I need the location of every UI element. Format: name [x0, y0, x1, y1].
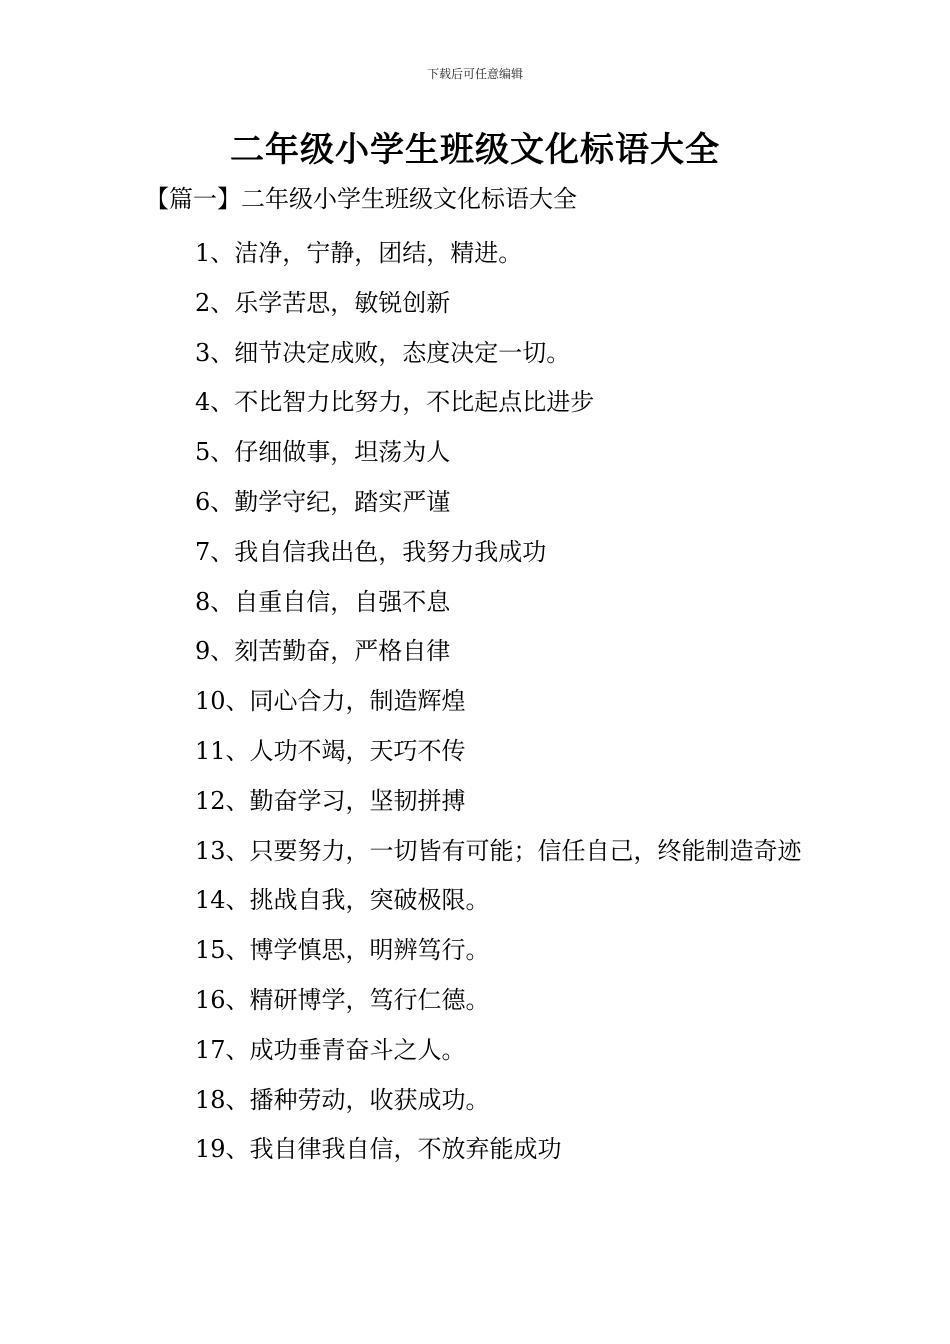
page-header-note: 下载后可任意编辑 — [426, 67, 523, 81]
slogan-list — [145, 229, 815, 1175]
slogan-item: 12、勤奋学习，坚韧拼搏 — [195, 786, 466, 815]
slogan-item: 5、仔细做事，坦荡为人 — [195, 438, 451, 467]
slogan-item: 7、我自信我出色，我努力我成功 — [195, 537, 547, 566]
slogan-item: 8、自重自信，自强不息 — [195, 587, 451, 616]
slogan-item: 1、洁净，宁静，团结，精进。 — [195, 239, 523, 267]
slogan-item: 6、勤学守纪，踏实严谨 — [195, 487, 451, 516]
slogan-item: 18、播种劳动，收获成功。 — [195, 1085, 490, 1114]
slogan-item: 15、博学慎思，明辨笃行。 — [195, 936, 490, 965]
slogan-item: 14、挑战自我，突破极限。 — [195, 886, 490, 915]
document-title: 二年级小学生班级文化标语大全 — [230, 130, 720, 170]
slogan-item: 19、我自律我自信，不放弃能成功 — [195, 1135, 562, 1164]
slogan-item: 17、成功垂青奋斗之人。 — [195, 1035, 466, 1064]
slogan-item: 2、乐学苦思，敏锐创新 — [195, 288, 451, 317]
slogan-item: 9、刻苦勤奋，严格自律 — [195, 637, 451, 666]
slogan-item: 11、人功不竭，天巧不传 — [195, 736, 466, 765]
slogan-item: 10、同心合力，制造辉煌 — [195, 687, 466, 716]
slogan-item: 13、只要努力，一切皆有可能；信任自己，终能制造奇迹 — [195, 836, 802, 865]
slogan-item: 4、不比智力比努力，不比起点比进步 — [195, 388, 595, 417]
slogan-item: 16、精研博学，笃行仁德。 — [195, 985, 490, 1014]
slogan-item: 3、细节决定成败，态度决定一切。 — [195, 338, 571, 367]
section-heading: 【篇一】二年级小学生班级文化标语大全 — [145, 185, 577, 213]
